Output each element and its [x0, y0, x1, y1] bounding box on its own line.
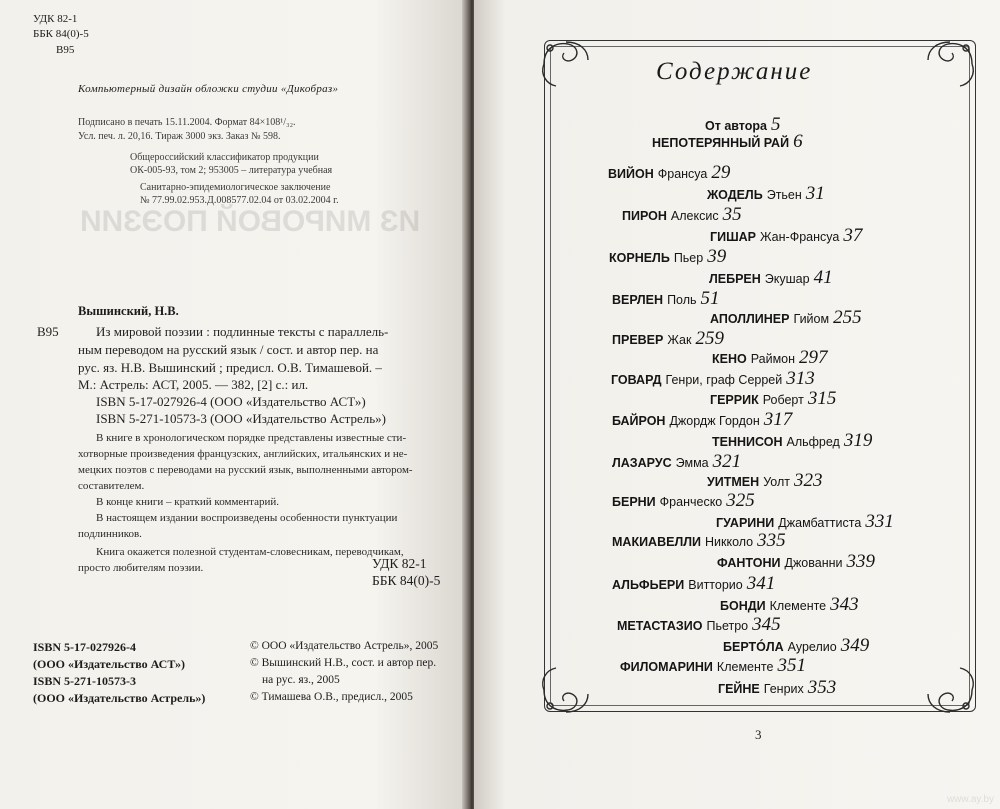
toc-entry [710, 307, 862, 329]
toc-author-firstname: Альфред [786, 435, 840, 449]
toc-author-firstname: Уолт [763, 475, 790, 489]
toc-author-firstname: Алексис [670, 209, 719, 223]
toc-author-surname: ГЕЙНЕ [718, 682, 760, 696]
toc-entry [612, 573, 775, 595]
toc-entry [608, 162, 730, 184]
toc-author-surname: ФАНТОНИ [717, 556, 781, 570]
toc-page-number: 349 [840, 635, 870, 656]
isbn-block-line: ISBN 5-271-10573-3 [33, 674, 137, 688]
toc-page-number: 339 [846, 551, 876, 572]
catalog-isbn: ISBN 5-271-10573-3 (ООО «Издательство Астрель») [96, 411, 386, 426]
classifier-line: ОК-005-93, том 2; 953005 – литература учебная [130, 165, 333, 176]
toc-page-number: 343 [830, 594, 859, 615]
toc-author-firstname: Клементе [769, 599, 827, 613]
annotation-line: просто любителям поэзии. [78, 562, 204, 574]
toc-entry [612, 530, 786, 552]
toc-entry [710, 225, 862, 247]
annotation-line: В настоящем издании воспроизведены особенности пунктуации [96, 512, 398, 524]
sanitary-line: Санитарно-эпидемиологическое заключение [140, 182, 331, 193]
toc-author-surname: ЖОДЕЛЬ [707, 188, 763, 202]
bbk-code: ББК 84(0)-5 [33, 28, 89, 40]
page-number: 3 [755, 727, 762, 742]
toc-author-surname: ГУАРИНИ [716, 516, 775, 530]
author-sign: В95 [56, 44, 75, 56]
toc-title: Содержание [656, 58, 813, 85]
catalog-code: В95 [37, 324, 59, 339]
toc-entry [707, 470, 823, 492]
toc-entry [710, 388, 836, 410]
toc-author-surname: БЕРНИ [612, 495, 656, 509]
udk-code: УДК 82-1 [33, 13, 78, 25]
annotation-line: составителем. [78, 480, 145, 492]
toc-entry [723, 635, 869, 657]
copyright-line: на рус. яз., 2005 [262, 674, 340, 686]
toc-page-number: 37 [843, 225, 863, 246]
classifier-line: Общероссийский классификатор продукции [130, 152, 319, 163]
toc-author-firstname: Генри, граф Серрей [665, 373, 783, 387]
toc-entry [612, 328, 724, 350]
toc-entry [612, 490, 755, 512]
annotation-line: хотворные произведения французских, английских, итальянских и не- [78, 448, 408, 460]
toc-page-number: 335 [757, 530, 786, 551]
toc-page-number: 31 [805, 183, 825, 204]
toc-author-firstname: Жак [667, 333, 692, 347]
toc-author-surname: ПИРОН [622, 209, 667, 223]
isbn-block-line: ISBN 5-17-027926-4 [33, 640, 137, 654]
toc-page-number: 317 [763, 409, 793, 430]
toc-author-firstname: Раймон [750, 352, 796, 366]
copyright-line: © Тимашева О.В., предисл., 2005 [250, 691, 413, 703]
toc-author-surname: ЛЕБРЕН [709, 272, 761, 286]
copyright-line: © ООО «Издательство Астрель», 2005 [250, 640, 439, 652]
watermark: www.ay.by [946, 794, 994, 805]
toc-entry [609, 246, 726, 268]
corner-ornament-icon [920, 660, 980, 720]
toc-author-firstname: Экушар [764, 272, 810, 286]
toc-author-firstname: Никколо [704, 535, 754, 549]
toc-author-surname: АПОЛЛИНЕР [710, 312, 790, 326]
toc-author-firstname: Джованни [784, 556, 843, 570]
toc-author-surname: БЕРТÓЛА [723, 640, 784, 654]
toc-author-surname: ВЕРЛЕН [612, 293, 664, 307]
toc-author-surname: БАЙРОН [612, 414, 666, 428]
toc-author-firstname: Аурелио [787, 640, 837, 654]
udk-bottom: УДК 82-1 [372, 556, 427, 571]
catalog-line: рус. яз. Н.В. Вышинский ; предисл. О.В. Тимашевой. – [78, 360, 382, 375]
copyright-line: © Вышинский Н.В., сост. и автор пер. [250, 657, 437, 669]
bbk-bottom: ББК 84(0)-5 [372, 573, 441, 588]
toc-page-number: 5 [770, 114, 781, 135]
toc-page-number: 345 [752, 614, 781, 635]
toc-page-number: 6 [793, 131, 803, 152]
toc-author-firstname: Пьер [673, 251, 704, 265]
toc-author-surname: ФИЛОМАРИНИ [620, 660, 713, 674]
toc-page-number: 353 [807, 677, 837, 698]
catalog-line: ным переводом на русский язык / сост. и автор пер. на [78, 342, 379, 357]
isbn-block-line: (ООО «Издательство АСТ») [33, 657, 186, 671]
imprint-line: Подписано в печать 15.11.2004. Формат 84×108¹/₃₂. [78, 117, 296, 128]
toc-author-surname: МЕТАСТАЗИО [617, 619, 703, 633]
annotation-line: мецких поэтов с переводами на русский язык, выполненными автором- [78, 464, 413, 476]
toc-entry [652, 131, 803, 153]
annotation-line: В книге в хронологическом порядке представлены известные сти- [96, 432, 407, 444]
toc-entry [612, 288, 720, 310]
toc-author-firstname: Джамбаттиста [778, 516, 862, 530]
toc-page-number: 351 [777, 655, 806, 676]
toc-author-surname: ПРЕВЕР [612, 333, 664, 347]
toc-author-firstname: Франческо [659, 495, 723, 509]
catalog-line: Из мировой поэзии : подлинные тексты с параллель- [96, 324, 389, 339]
left-page [0, 0, 468, 809]
imprint-line: Усл. печ. л. 20,16. Тираж 3000 экз. Заказ № 598. [78, 131, 281, 142]
toc-author-firstname: Джордж Гордон [669, 414, 760, 428]
toc-author-surname: УИТМЕН [707, 475, 760, 489]
toc-author-surname: ГОВАРД [611, 373, 662, 387]
corner-ornament-icon [920, 34, 980, 94]
toc-author-surname: ГИШАР [710, 230, 756, 244]
toc-author-firstname: Пьетро [706, 619, 749, 633]
toc-author-surname: МАКИАВЕЛЛИ [612, 535, 701, 549]
corner-ornament-icon [536, 34, 596, 94]
toc-author-surname: ЛАЗАРУС [612, 456, 672, 470]
toc-entry [709, 267, 833, 289]
toc-entry [617, 614, 781, 636]
toc-author-surname: От автора [705, 119, 767, 133]
toc-entry [717, 551, 875, 573]
catalog-line: М.: Астрель: АСТ, 2005. — 382, [2] с.: ил. [78, 377, 309, 392]
toc-page-number: 313 [786, 368, 815, 389]
annotation-line: подлинников. [78, 528, 142, 540]
corner-ornament-icon [536, 660, 596, 720]
catalog-isbn: ISBN 5-17-027926-4 (ООО «Издательство АСТ») [96, 394, 366, 409]
toc-entry [720, 594, 859, 616]
toc-entry [712, 430, 872, 452]
toc-author-firstname: Гийом [793, 312, 830, 326]
cover-design-credit: Компьютерный дизайн обложки студии «Дикобраз» [78, 83, 339, 95]
toc-page-number: 35 [722, 204, 742, 225]
toc-page-number: 29 [711, 162, 731, 183]
toc-author-surname: ВИЙОН [608, 167, 654, 181]
toc-page-number: 41 [813, 267, 833, 288]
catalog-author-header: Вышинский, Н.В. [78, 304, 179, 318]
toc-entry [718, 677, 836, 699]
bleed-through-title: ИЗ МИРОВОЙ ПОЭЗИИ [80, 205, 421, 238]
toc-author-surname: БОНДИ [720, 599, 766, 613]
toc-page-number: 325 [726, 490, 755, 511]
toc-author-firstname: Эмма [675, 456, 709, 470]
toc-entry [612, 409, 792, 431]
toc-page-number: 255 [833, 307, 862, 328]
toc-author-firstname: Франсуа [657, 167, 708, 181]
toc-author-surname: КЕНО [712, 352, 747, 366]
toc-page-number: 315 [807, 388, 837, 409]
toc-author-firstname: Этьен [766, 188, 802, 202]
annotation-line: В конце книги – краткий комментарий. [96, 496, 280, 508]
toc-author-firstname: Поль [667, 293, 697, 307]
toc-entry [611, 368, 815, 390]
toc-author-firstname: Жан-Франсуа [760, 230, 840, 244]
toc-author-surname: НЕПОТЕРЯННЫЙ РАЙ [652, 136, 790, 150]
toc-author-surname: АЛЬФЬЕРИ [612, 578, 685, 592]
isbn-block-line: (ООО «Издательство Астрель») [33, 691, 206, 705]
toc-author-surname: ТЕННИСОН [712, 435, 783, 449]
toc-author-surname: ГЕРРИК [710, 393, 759, 407]
annotation-line: Книга окажется полезной студентам-словесникам, переводчикам, [96, 546, 404, 558]
toc-entry [620, 655, 806, 677]
toc-author-firstname: Роберт [762, 393, 804, 407]
toc-page-number: 321 [712, 451, 742, 472]
toc-page-number: 323 [794, 470, 823, 491]
toc-page-number: 259 [695, 328, 724, 349]
toc-author-firstname: Генрих [763, 682, 804, 696]
toc-page-number: 341 [746, 573, 776, 594]
toc-entry [712, 347, 828, 369]
toc-page-number: 331 [865, 511, 894, 532]
toc-entry [622, 204, 742, 226]
toc-author-firstname: Витторио [688, 578, 743, 592]
sanitary-line: № 77.99.02.953.Д.008577.02.04 от 03.02.2004 г. [140, 195, 339, 206]
toc-page-number: 39 [707, 246, 727, 267]
toc-page-number: 319 [843, 430, 873, 451]
toc-entry [707, 183, 825, 205]
toc-page-number: 297 [799, 347, 828, 368]
toc-author-surname: КОРНЕЛЬ [609, 251, 670, 265]
toc-author-firstname: Клементе [716, 660, 774, 674]
toc-page-number: 51 [700, 288, 720, 309]
